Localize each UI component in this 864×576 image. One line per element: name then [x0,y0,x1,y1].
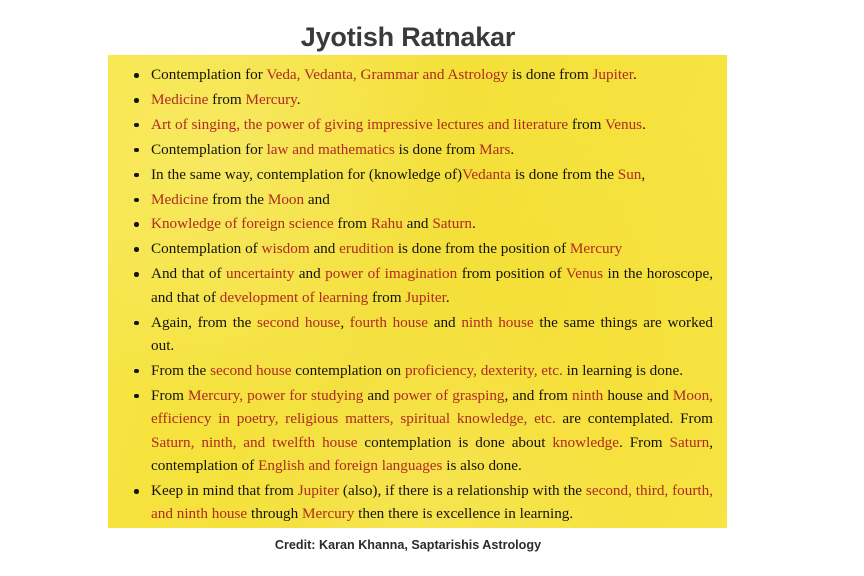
body-text: , contemplation of [151,433,713,474]
bullet-list [122,63,713,526]
list-item [122,384,713,478]
body-text: in the horoscope, and that of [151,265,714,306]
highlighted-term: Art of singing, the power of giving impressive lectures and literature [151,115,569,133]
body-text: . From [619,433,670,451]
body-text: Contemplation for [151,140,267,158]
body-text: , [641,165,646,183]
body-text: is done from the [511,165,618,183]
list-item [122,88,713,111]
body-text: From the [151,361,211,379]
body-text: and [428,313,462,331]
body-text: Keep in mind that from [151,481,298,499]
highlighted-term: proficiency, dexterity, etc. [404,361,563,379]
body-text: . [445,288,450,306]
list-item [122,237,713,260]
highlighted-term: law and mathematics [266,140,395,158]
body-text: the same things are worked out. [151,313,714,354]
body-text: . [471,215,476,233]
highlighted-term: Moon, efficiency in poetry, religious matters, spiritual knowledge, etc. [151,386,713,428]
body-text: is also done. [442,457,522,474]
highlighted-term: power of imagination [325,265,458,283]
body-text: and [304,190,330,208]
body-text: , [340,313,350,331]
body-text: and [402,215,433,233]
body-text: contemplation is done about [357,433,553,451]
highlighted-term: Saturn, ninth, and twelfth house [151,433,358,451]
body-text: and [294,265,326,283]
list-item [122,163,713,186]
highlighted-term: Mercury [302,505,355,523]
body-text: Contemplation of [151,240,262,258]
body-text: in learning is done. [562,361,683,379]
highlighted-term: Jupiter [405,288,446,306]
body-text: Again, from the [151,313,258,331]
list-item [122,63,713,86]
body-text: is done from [508,66,593,83]
highlighted-term: Vedanta [462,165,512,183]
highlighted-term: Rahu [370,215,403,233]
highlighted-term: second house [257,313,341,331]
body-text: are contemplated. From [555,410,713,428]
body-text: and [309,240,340,258]
body-text: In the same way, contemplation for (knowledge of) [151,165,463,183]
highlighted-term: wisdom [261,240,310,258]
highlighted-term: ninth [572,386,604,404]
list-item [122,212,713,235]
body-text: and [363,386,394,404]
highlighted-term: Jupiter [592,66,633,83]
body-text: house and [603,386,673,404]
highlighted-term: Mercury [245,90,297,108]
body-text: contemplation on [291,361,405,379]
body-text: From [151,386,188,404]
highlighted-term: power of grasping [393,386,505,404]
highlighted-term: uncertainty [225,265,295,283]
highlighted-term: second, third, fourth, and ninth house [151,481,714,523]
highlighted-term: knowledge [552,433,619,451]
highlighted-term: English and foreign languages [258,457,443,474]
body-text: from [368,288,406,306]
list-item [122,113,713,136]
highlighted-term: Mars [479,140,511,158]
highlighted-term: Medicine [151,190,209,208]
body-text: (also), if there is a relationship with the [339,481,586,499]
body-text: then there is excellence in learning. [354,505,574,523]
highlighted-term: ninth house [461,313,534,331]
highlighted-term: fourth house [349,313,429,331]
body-text: from [568,115,605,133]
highlighted-term: development of learning [219,288,369,306]
list-item [122,138,713,161]
highlighted-term: Jupiter [297,481,340,499]
highlighted-term: erudition [339,240,395,258]
highlighted-term: Venus [604,115,643,133]
body-text: . [296,90,301,108]
highlighted-term: Venus [565,265,604,283]
body-text: from [208,90,246,108]
highlighted-term: Moon [267,190,305,208]
list-item [122,188,713,211]
body-text: through [247,505,303,523]
body-text: , and from [504,386,573,404]
body-text: from position of [457,265,566,283]
body-text: from the [208,190,268,208]
highlighted-term: Knowledge of foreign science [151,215,334,233]
body-text: . [642,115,646,133]
body-text: from [333,215,371,233]
highlighted-term: Mercury [569,240,623,258]
body-text: is done from [394,140,480,158]
highlighted-term: Saturn [669,433,710,451]
highlighted-term: second house [210,361,292,379]
page-title: Jyotish Ratnakar [300,22,516,52]
body-text: is done from the position of [394,240,570,258]
content-panel [108,55,727,528]
highlighted-term: Mercury, power for studying [188,386,364,404]
body-text: And that of [151,265,226,283]
highlighted-term: Veda, Vedanta, Grammar and Astrology [266,66,509,83]
list-item [122,359,713,382]
highlighted-term: Sun [617,165,642,183]
highlighted-term: Medicine [151,90,209,108]
highlighted-term: Saturn [432,215,472,233]
body-text: . [510,140,515,158]
list-item [122,311,713,358]
list-item [122,479,713,526]
body-text: Contemplation for [151,66,267,83]
body-text: . [633,66,637,83]
list-item [122,262,713,309]
credit-line: Credit: Karan Khanna, Saptarishis Astrology [274,538,542,552]
